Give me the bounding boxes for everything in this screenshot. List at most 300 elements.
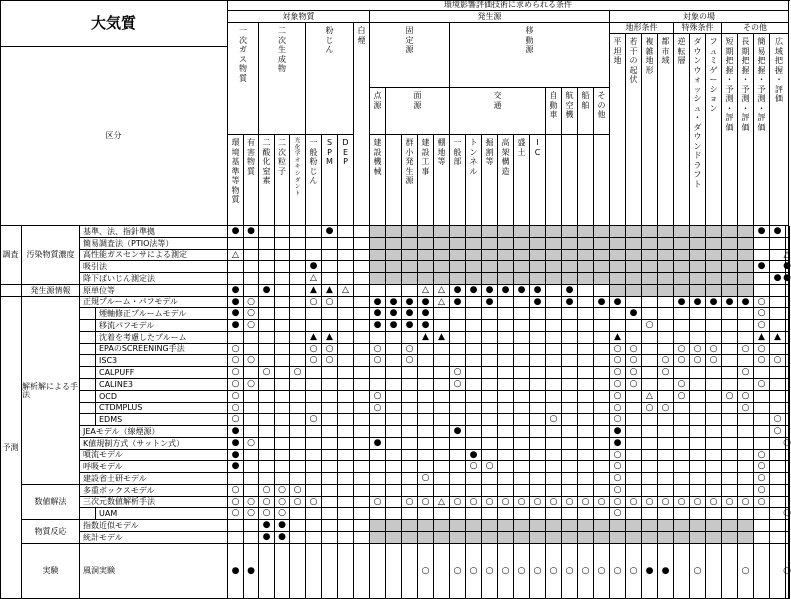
mark-cell [738,379,754,391]
mark-cell: ○ [754,308,770,320]
mark-cell [418,273,434,285]
group-pollutant-conc: 汚染物質濃度 [22,226,80,285]
mark-cell [562,226,578,238]
row-label: 沈着を考慮したプルーム [96,332,228,344]
header-char: 架 [501,147,510,157]
mark-cell [674,544,690,599]
mark-cell [789,520,790,532]
header-char: 設 [421,147,430,157]
mark-cell [594,485,610,497]
header-char: 基 [231,157,240,166]
mark-cell [642,532,658,544]
header-char: 学 [294,151,301,158]
mark-cell: ● [402,297,418,308]
group-blank [0,285,22,297]
mark-cell [306,226,322,238]
header-char: 車 [549,110,558,119]
mark-cell: ○ [658,367,674,379]
mark-cell [738,520,754,532]
header-fixed-source [370,23,450,88]
header-char: シ [709,84,718,94]
mark-cell: ▲ [322,285,338,297]
mark-cell [789,497,790,508]
mark-cell: ● [530,297,546,308]
mark-cell [546,391,562,403]
mark-cell [450,520,466,532]
mark-cell [338,520,354,532]
row-label: EPAのSCREENING手法 [96,344,228,355]
mark-cell: ○ [626,367,642,379]
mark-cell: ○ [546,414,562,426]
mark-cell [386,285,402,297]
mark-cell: ○ [706,355,722,367]
mark-cell: ● [386,297,402,308]
mark-cell: ○ [322,297,338,308]
mark-cell [290,544,306,599]
mark-cell [789,250,790,261]
mark-cell [789,261,790,273]
header-char: ス [239,54,247,64]
mark-cell: ○ [259,497,275,508]
group-numerical: 数値解法 [22,485,80,520]
mark-cell [530,485,546,497]
mark-cell [466,355,482,367]
mark-cell [789,532,790,544]
mark-cell: ● [706,297,722,308]
mark-cell: ○ [610,344,626,355]
header-char: 機 [565,110,574,119]
mark-cell [578,508,594,520]
mark-cell: ○ [626,379,642,391]
mark-cell [514,391,530,403]
header-area-source [386,88,450,135]
mark-cell [275,273,290,285]
mark-cell [546,297,562,308]
mark-cell [290,344,306,355]
mark-cell: ○ [754,320,770,332]
mark-cell [770,497,786,508]
header-char: 固 [405,26,414,35]
mark-cell [402,391,418,403]
mark-cell: ○ [306,344,322,355]
mark-cell [370,414,386,426]
mark-cell: ○ [402,497,418,508]
mark-cell [578,379,594,391]
mark-cell [498,332,514,344]
mark-cell [770,403,786,414]
mark-cell [722,367,738,379]
header-others: その他 [722,23,789,34]
mark-cell: ○ [722,391,738,403]
mark-cell [275,473,290,485]
header-char: の [629,56,638,65]
header-char: 握 [725,65,734,75]
mark-cell [338,403,354,414]
header-char: 環 [231,138,240,147]
header-char: 長 [741,37,750,46]
header-char: 源 [373,100,382,110]
header-blank [546,135,562,226]
header-char: 粒 [278,157,286,166]
mark-cell [354,403,370,414]
mark-cell: ● [466,285,482,297]
mark-cell [418,250,434,261]
header-char: ト [294,190,301,197]
mark-cell [789,332,790,344]
mark-cell [546,226,562,238]
header-char: 把 [725,56,734,65]
mark-cell: ○ [610,355,626,367]
mark-cell [642,367,658,379]
header-char: 素 [262,176,271,185]
header-char: ウ [693,65,702,75]
header-char: 握 [741,65,750,75]
mark-cell [228,332,244,344]
mark-cell: ○ [306,297,322,308]
header-char: ・ [693,113,702,122]
header-char: 伏 [629,75,638,84]
header-char: ダ [693,37,702,46]
header-source: 発生源 [370,11,610,23]
mark-cell [450,485,466,497]
mark-cell [674,238,690,250]
header-char: ォ [693,75,702,84]
mark-cell: ▲ [754,332,770,344]
mark-cell [354,367,370,379]
mark-cell [754,520,770,532]
mark-cell [706,520,722,532]
mark-cell [738,438,754,450]
mark-cell [244,273,259,285]
mark-cell: ● [562,285,578,297]
header-env-std [228,135,244,226]
mark-cell [434,226,450,238]
mark-cell [338,414,354,426]
mark-cell [610,308,626,320]
header-char: ん [309,176,318,185]
mark-cell [642,426,658,438]
mark-cell: ○ [228,344,244,355]
mark-cell: ○ [498,497,514,508]
mark-cell [386,226,402,238]
mark-cell [259,438,275,450]
header-char: 点 [373,91,382,100]
row-label: 噴流モデル [80,450,228,461]
mark-cell [228,473,244,485]
mark-cell [754,426,770,438]
header-char: 短 [725,37,734,46]
mark-cell [514,473,530,485]
mark-cell [626,273,642,285]
header-char: 転 [677,46,686,56]
mark-cell [386,450,402,461]
mark-cell [402,508,418,520]
mark-cell [642,261,658,273]
mark-cell: ○ [754,497,770,508]
mark-cell [482,414,498,426]
mark-cell [658,379,674,391]
mark-cell [244,403,259,414]
header-char: P [343,157,348,166]
header-char: 次 [278,147,286,157]
mark-cell: ○ [658,497,674,508]
mark-cell [290,403,306,414]
mark-cell [514,450,530,461]
mark-cell [546,461,562,473]
mark-cell [658,508,674,520]
mark-cell [322,438,338,450]
mark-cell [466,403,482,414]
mark-cell: ○ [722,497,738,508]
row-label: 吸引法 [80,261,228,273]
mark-cell: ○ [754,461,770,473]
mark-cell [466,473,482,485]
mark-cell [578,320,594,332]
mark-cell: ○ [594,497,610,508]
mark-cell [738,508,754,520]
mark-cell: △ [642,391,658,403]
mark-cell [690,261,706,273]
mark-cell [514,461,530,473]
mark-cell [338,473,354,485]
mark-cell [275,297,290,308]
mark-cell [706,450,722,461]
header-char: 船 [581,91,590,100]
mark-cell [466,379,482,391]
mark-cell [722,403,738,414]
mark-cell [338,450,354,461]
mark-cell: ○ [610,414,626,426]
header-inversion [674,34,690,226]
mark-cell [498,355,514,367]
header-char: 面 [413,91,422,100]
mark-cell [626,320,642,332]
mark-cell: ○ [626,344,642,355]
indent-cell [80,367,96,379]
mark-cell [306,367,322,379]
mark-cell [626,485,642,497]
indent-cell [80,320,96,332]
mark-cell [498,379,514,391]
mark-cell [738,226,754,238]
mark-cell: ○ [690,344,706,355]
mark-cell [706,273,722,285]
header-char: 移 [525,26,534,35]
mark-cell [498,250,514,261]
mark-cell [402,238,418,250]
mark-cell [546,450,562,461]
mark-cell [789,238,790,250]
mark-cell [562,379,578,391]
mark-cell [466,273,482,285]
mark-cell: ○ [610,367,626,379]
mark-cell [722,320,738,332]
mark-cell: ● [754,261,770,273]
mark-cell [386,250,402,261]
header-char: ュ [693,103,702,113]
mark-cell [546,426,562,438]
mark-cell: ● [228,438,244,450]
mark-cell [450,344,466,355]
mark-cell [674,308,690,320]
mark-cell: ○ [610,497,626,508]
mark-cell [738,320,754,332]
mark-cell: ○ [610,508,626,520]
mark-cell [642,450,658,461]
mark-cell [228,273,244,285]
mark-cell [322,497,338,508]
mark-cell [418,391,434,403]
mark-cell [578,485,594,497]
mark-cell: ○ [450,497,466,508]
header-char: 価 [741,122,750,132]
mark-cell [658,332,674,344]
mark-cell [244,414,259,426]
mark-cell [434,508,450,520]
mark-cell: ● [610,297,626,308]
header-downwash [690,34,706,226]
header-char: ュ [709,46,718,56]
mark-cell: ○ [738,344,754,355]
mark-cell [434,450,450,461]
mark-cell [562,367,578,379]
mark-cell [562,438,578,450]
mark-cell [259,426,275,438]
mark-cell [562,320,578,332]
row-label: CALPUFF [96,367,228,379]
mark-cell [338,297,354,308]
header-char: 雑 [645,46,654,56]
header-char: 通 [493,100,502,110]
mark-cell [546,355,562,367]
mark-cell [706,226,722,238]
mark-cell: ○ [259,508,275,520]
header-char: ル [469,166,478,176]
mark-cell: ● [626,308,642,320]
mark-cell: ● [244,544,259,599]
mark-cell [578,473,594,485]
mark-cell [418,238,434,250]
mark-cell [562,426,578,438]
header-char: ン [693,141,702,151]
mark-cell [386,520,402,532]
header-char: 一 [309,138,318,147]
header-dep [338,135,354,226]
header-embankment [514,135,530,226]
mark-cell [789,391,790,403]
header-char: 白 [357,26,366,35]
mark-cell [738,285,754,297]
mark-cell: ● [482,297,498,308]
mark-cell [434,414,450,426]
mark-cell [418,379,434,391]
mark-cell [562,273,578,285]
mark-cell [594,367,610,379]
mark-cell [642,308,658,320]
mark-cell [658,320,674,332]
mark-cell [706,238,722,250]
mark-cell [658,297,674,308]
mark-cell [642,485,658,497]
mark-cell [642,250,658,261]
mark-cell [259,473,275,485]
mark-cell [514,238,530,250]
mark-cell: ○ [244,497,259,508]
header-char: 若 [629,37,638,46]
header-char: 等 [231,176,240,185]
header-char: 把 [741,56,750,65]
mark-cell: ○ [690,544,706,599]
mark-cell [642,332,658,344]
mark-cell [275,391,290,403]
mark-cell [789,403,790,414]
mark-cell [789,485,790,497]
mark-cell [722,355,738,367]
mark-cell [354,226,370,238]
mark-cell [770,320,786,332]
mark-cell [706,532,722,544]
mark-cell [259,308,275,320]
mark-cell [594,308,610,320]
mark-cell: ○ [228,379,244,391]
mark-cell: ○ [450,544,466,599]
header-char: 設 [373,147,382,157]
mark-cell [275,544,290,599]
mark-cell [338,508,354,520]
mark-cell [386,414,402,426]
mark-cell [514,414,530,426]
header-char: 境 [231,147,240,157]
header-char: 把 [775,56,783,65]
header-char: ン [709,103,718,113]
mark-cell: ● [754,226,770,238]
header-char: 工 [421,157,430,166]
mark-cell [562,450,578,461]
mark-cell [322,426,338,438]
mark-cell [722,344,738,355]
mark-cell [466,532,482,544]
mark-cell [514,367,530,379]
mark-cell [322,391,338,403]
mark-cell [594,461,610,473]
mark-cell: ○ [626,544,642,599]
mark-cell: ○ [306,355,322,367]
header-char: 部 [453,157,462,166]
header-blank [562,135,578,226]
mark-cell [338,544,354,599]
mark-cell [386,497,402,508]
mark-cell [338,308,354,320]
mark-cell [642,285,658,297]
mark-cell: ● [228,297,244,308]
header-mobile-source [450,23,610,88]
header-char: 坦 [613,46,622,56]
mark-cell [626,532,642,544]
mark-cell [722,226,738,238]
mark-cell: ○ [674,344,690,355]
mark-cell [789,308,790,320]
mark-cell [482,261,498,273]
mark-cell [530,238,546,250]
mark-cell [610,273,626,285]
mark-cell [546,285,562,297]
mark-cell [275,414,290,426]
mark-cell [370,367,386,379]
row-label: 多重ボックスモデル [80,485,228,497]
mark-cell [370,532,386,544]
indent-cell [80,332,96,344]
header-char: 源 [525,45,534,54]
